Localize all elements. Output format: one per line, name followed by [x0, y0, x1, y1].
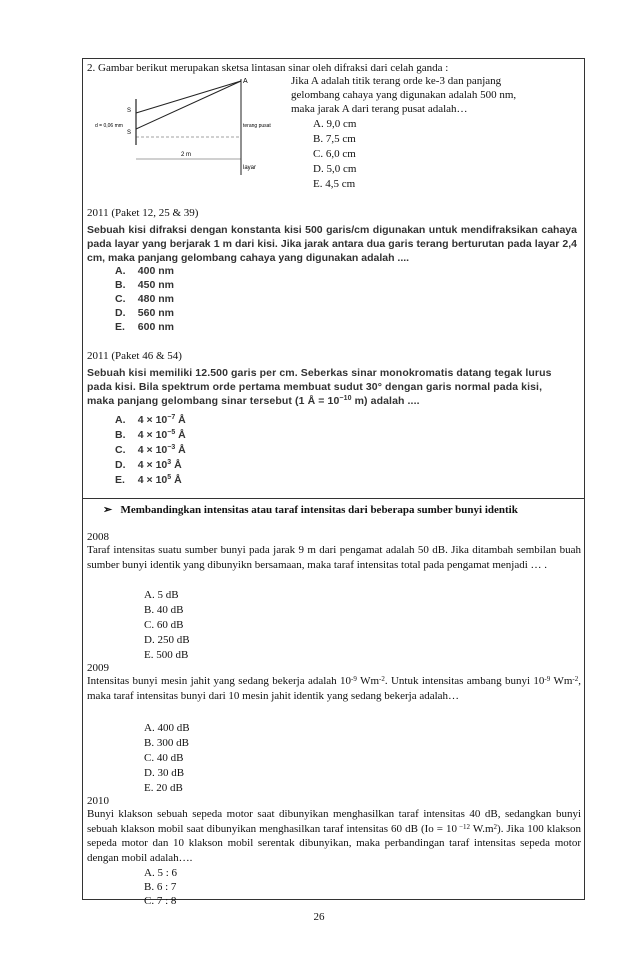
arrow-bullet-icon: ➢ — [103, 504, 113, 516]
y2011b-header: 2011 (Paket 46 & 54) — [87, 350, 182, 362]
q2-option-b: B. 7,5 cm — [313, 133, 356, 145]
distance-label: 2 m — [181, 152, 192, 158]
s1-label: S — [127, 108, 132, 114]
y2011b-option-c: C. $4 \times 10^{-3}$ Å — [115, 444, 186, 456]
y2008-option-c: C. 60 dB — [144, 619, 184, 631]
y2008-option-b: B. 40 dB — [144, 604, 184, 616]
y2009-option-b: B. 300 dB — [144, 737, 189, 749]
center-bright-label: terang pusat — [243, 123, 271, 129]
slit-distance-label: d = 0,06 mm — [95, 123, 123, 129]
y2011a-option-a: A. 400 nm — [115, 265, 174, 277]
double-slit-diagram — [93, 75, 288, 185]
y2009-question: Intensitas bunyi mesin jahit yang sedang bekerja adalah $10^{-9}$ $Wm^{-2}$. Untuk intensitas ambang bunyi $10^{-9}$ $Wm^{-2}$, maka taraf intensitas bunyi dari 10 mesin jahit identik yang sedang bekerja adalah… — [87, 675, 581, 702]
y2010-question: Bunyi klakson sebuah sepeda motor saat dibunyikan menghasilkan taraf intensitas 40 dB, sedangkan bunyi sebuah klakson mobil saat dibunyikan menghasilkan taraf intensitas 60 dB (Io = 10 $^{-12}$ $W.m^2$). Jika 100 klakson sepeda motor dan 10 klakson mobil serentak dibunyikan, maka perbandingan taraf intensitas sepeda motor dengan mobil adalah…. — [87, 808, 581, 864]
ray-from-s1 — [136, 81, 241, 113]
y2011b-option-a: A. $4 \times 10^{-7}$ Å — [115, 414, 186, 426]
q2-intro: 2. Gambar berikut merupakan sketsa lintasan sinar oleh difraksi dari celah ganda : — [87, 62, 449, 74]
section-heading: ➢ Membandingkan intensitas atau taraf intensitas dari beberapa sumber bunyi identik — [103, 504, 518, 516]
y2008-year: 2008 — [87, 531, 109, 543]
y2011b-line3: maka panjang gelombang sinar tersebut (1 Å = $10^{-10}$ m) adalah .... — [87, 395, 420, 407]
page-number: 26 — [313, 911, 325, 923]
y2008-option-d: D. 250 dB — [144, 634, 190, 646]
point-a-label: A — [243, 78, 248, 85]
content-table — [82, 58, 585, 907]
y2010-option-b: B. 6 : 7 — [144, 881, 177, 893]
y2011a-option-e: E. 600 nm — [115, 321, 174, 333]
y2011a-option-c: C. 480 nm — [115, 293, 174, 305]
ray-from-s2 — [136, 81, 241, 129]
screen-label: layar — [243, 165, 257, 171]
y2010-year: 2010 — [87, 795, 109, 807]
y2011a-option-b: B. 450 nm — [115, 279, 174, 291]
q2-option-c: C. 6,0 cm — [313, 148, 356, 160]
s2-label: S — [127, 130, 132, 136]
y2009-option-e: E. 20 dB — [144, 782, 183, 794]
y2009-year: 2009 — [87, 662, 109, 674]
q2-option-d: D. 5,0 cm — [313, 163, 357, 175]
y2009-option-a: A. 400 dB — [144, 722, 190, 734]
q2-text-line2: gelombang cahaya yang digunakan adalah 500 nm, — [291, 89, 517, 101]
y2009-option-d: D. 30 dB — [144, 767, 185, 779]
y2008-option-a: A. 5 dB — [144, 589, 179, 601]
y2011b-option-e: E. $4 \times 10^5$ Å — [115, 474, 182, 486]
y2011a-header: 2011 (Paket 12, 25 & 39) — [87, 207, 199, 219]
y2010-option-a: A. 5 : 6 — [144, 867, 177, 879]
y2008-option-e: E. 500 dB — [144, 649, 189, 661]
y2011b-option-b: B. $4 \times 10^{-5}$ Å — [115, 429, 186, 441]
y2009-option-c: C. 40 dB — [144, 752, 184, 764]
q2-option-e: E. 4,5 cm — [313, 178, 356, 190]
row-divider — [83, 498, 584, 499]
y2011a-question: Sebuah kisi difraksi dengan konstanta kisi 500 garis/cm digunakan untuk mendifraksikan cahaya pada layar yang berjarak 1 m dari kisi. Jika jarak antara dua garis terang berturutan pada layar 2,4 cm, maka panjang gelombang cahaya yang digunakan adalah .... — [87, 224, 577, 264]
y2011b-line2: pada kisi. Bila spektrum orde pertama membuat sudut 30° dengan garis normal pada kisi, — [87, 381, 543, 393]
y2011a-option-d: D. 560 nm — [115, 307, 174, 319]
y2010-option-c: C. 7 : 8 — [144, 895, 177, 907]
y2011b-line1: Sebuah kisi memiliki 12.500 garis per cm. Seberkas sinar monokromatis datang tegak lurus — [87, 367, 552, 379]
q2-option-a: A. 9,0 cm — [313, 118, 357, 130]
q2-text-line1: Jika A adalah titik terang orde ke-3 dan panjang — [291, 75, 502, 87]
q2-text-line3: maka jarak A dari terang pusat adalah… — [291, 103, 468, 115]
y2011b-option-d: D. $4 \times 10^3$ Å — [115, 459, 182, 471]
y2008-question: Taraf intensitas suatu sumber bunyi pada jarak 9 m dari pengamat adalah 50 dB. Jika ditambah sembilan buah sumber bunyi identik yang dibunyikn bersamaan, maka taraf intensitas total pada pengamat menjadi … . — [87, 544, 581, 571]
